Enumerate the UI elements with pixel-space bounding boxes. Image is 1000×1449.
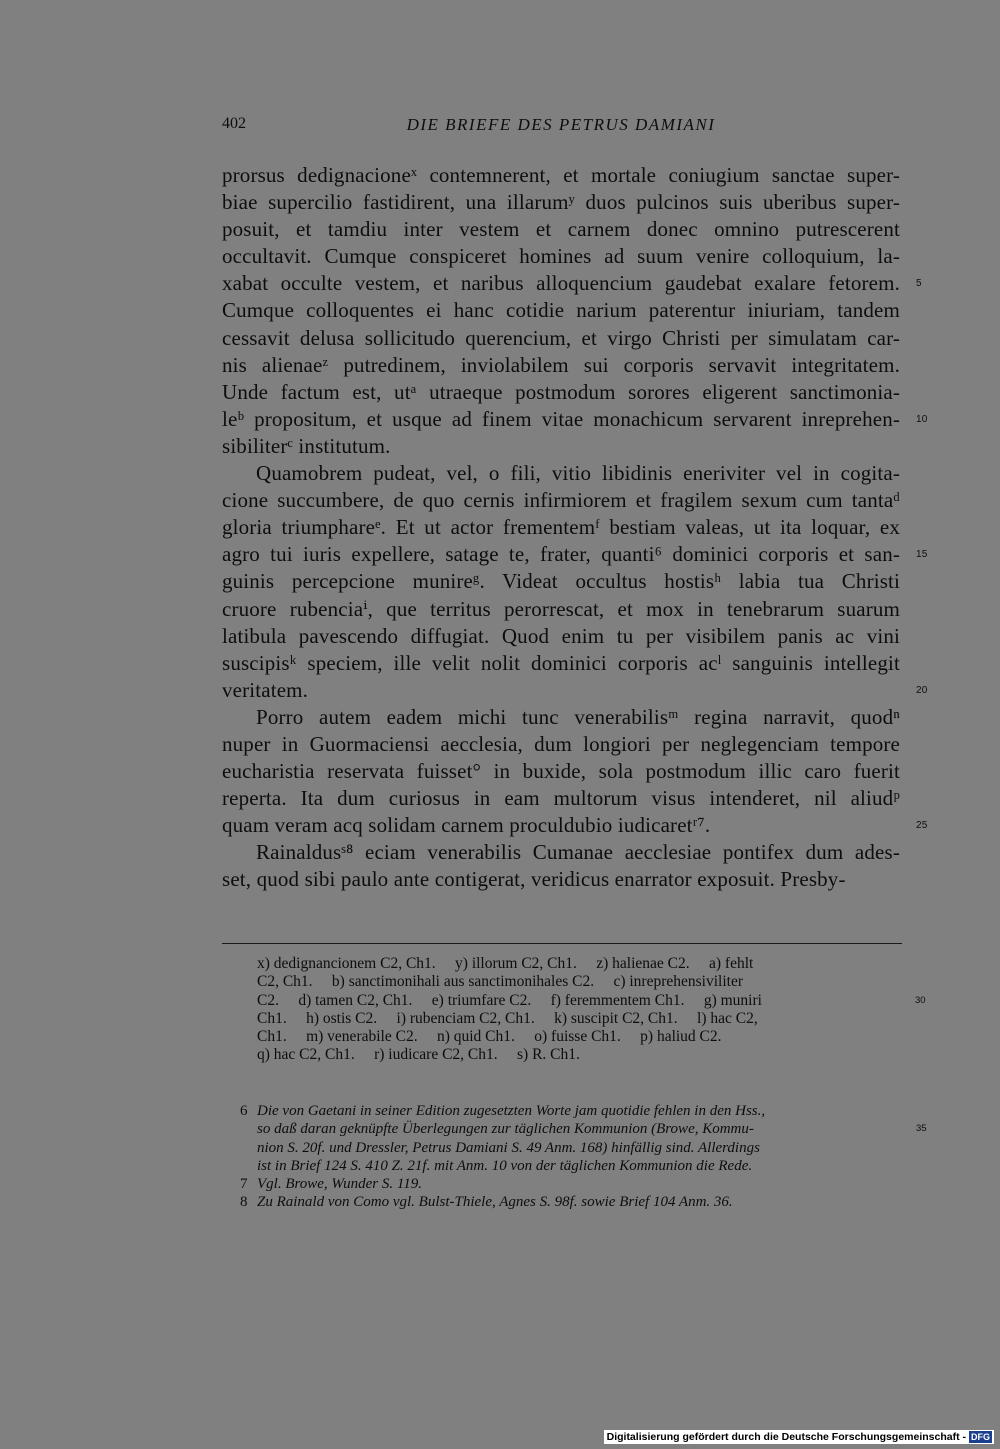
apparatus-line	[257, 1028, 902, 1046]
footnote-number: 7	[240, 1176, 248, 1193]
text-line-content: xabat occulte vestem, et naribus alloquencium gaudebat exalare fetorem.	[222, 271, 900, 296]
text-line-content: cione succumbere, de quo cernis infirmiorem et fragilem sexum cum tantaᵈ	[222, 488, 900, 513]
text-line-content: nis alienaeᶻ putredinem, inviolabilem sui corporis servavit integritatem.	[222, 352, 900, 377]
footnote-text: ist in Brief 124 S. 410 Z. 21f. mit Anm. 10 von der täglichen Kommunion die Rede.	[257, 1157, 753, 1174]
text-line-content: posuit, et tamdiu inter vestem et carnem donec omnino putrescerent	[222, 217, 900, 242]
text-line	[222, 785, 902, 812]
dfg-logo: DFG	[971, 1432, 990, 1442]
text-line-content: suscipisᵏ speciem, ille velit nolit dominici corporis acˡ sanguinis intellegit	[222, 650, 900, 675]
text-line	[222, 812, 928, 839]
text-line	[222, 433, 902, 460]
critical-apparatus	[257, 955, 926, 1065]
text-line-content: Porro autem eadem michi tunc venerabilisᵐ regina narravit, quodⁿ	[256, 704, 900, 729]
line-number: 35	[916, 1123, 927, 1135]
text-line	[222, 162, 902, 189]
text-line-content: Rainaldusˢ⁸ eciam venerabilis Cumanae aecclesiae pontifex dum ades-	[256, 840, 900, 865]
apparatus-line	[257, 955, 902, 973]
text-line	[222, 541, 928, 568]
text-line	[222, 406, 928, 433]
text-line	[222, 704, 902, 731]
text-line	[222, 297, 902, 324]
text-line	[222, 243, 902, 270]
text-line-content: Quamobrem pudeat, vel, o fili, vitio libidinis eneriviter vel in cogita-	[256, 461, 900, 486]
text-line-content: reperta. Ita dum curiosus in eam multorum visus intenderet, nil aliudᵖ	[222, 786, 900, 811]
page-header	[222, 115, 900, 139]
text-line-content: quam veram acq solidam carnem proculdubio iudicaretʳ⁷.	[222, 813, 711, 838]
footnote-text: Zu Rainald von Como vgl. Bulst-Thiele, Agnes S. 98f. sowie Brief 104 Anm. 36.	[257, 1194, 733, 1211]
text-line	[222, 731, 902, 758]
text-line	[222, 839, 902, 866]
footer-text: Digitalisierung gefördert durch die Deutsche Forschungsgemeinschaft -	[606, 1431, 966, 1443]
text-line	[222, 677, 928, 704]
text-line	[222, 189, 902, 216]
text-line-content: Unde factum est, utᵃ utraeque postmodum sorores eligerent sanctimonia-	[222, 379, 900, 404]
text-line	[222, 514, 902, 541]
text-line-content: veritatem.	[222, 677, 309, 702]
text-line-content: cessavit delusa sollicitudo querencium, et virgo Christi per simulatam car-	[222, 325, 900, 350]
apparatus-divider	[222, 943, 902, 944]
apparatus-line	[257, 1046, 902, 1064]
text-line	[222, 325, 902, 352]
footnote-number: 8	[240, 1194, 248, 1211]
footnote-line	[240, 1193, 902, 1211]
main-text	[222, 162, 928, 894]
text-line-content: nuper in Guormaciensi aecclesia, dum longiori per neglegenciam tempore	[222, 731, 900, 756]
apparatus-line-content: C2. d) tamen C2, Ch1. e) triumfare C2. f) feremmentem Ch1. g) muniri	[257, 991, 762, 1009]
line-number: 10	[916, 413, 928, 425]
text-line	[222, 568, 902, 595]
text-line	[222, 379, 902, 406]
footnote-line	[240, 1157, 902, 1175]
apparatus-line	[257, 991, 926, 1010]
text-line-content: occultavit. Cumque conspiceret homines ad suum venire colloquium, la-	[222, 244, 900, 269]
footnotes	[240, 1102, 927, 1212]
text-line	[222, 216, 902, 243]
footnote-line	[240, 1120, 927, 1138]
dfg-footer	[604, 1430, 994, 1444]
text-line-content: cruore rubenciaⁱ, que territus perorrescat, et mox in tenebrarum suarum	[222, 596, 900, 621]
text-line	[222, 623, 902, 650]
text-line-content: latibula pavescendo diffugiat. Quod enim tu per visibilem panis ac vini	[222, 623, 900, 648]
footnote-text: so daß daran geknüpfte Überlegungen zur täglichen Kommunion (Browe, Kommu-	[257, 1121, 754, 1138]
apparatus-line-content: Ch1. h) ostis C2. i) rubenciam C2, Ch1. k) suscipit C2, Ch1. l) hac C2,	[257, 1009, 758, 1027]
text-line-content: sibiliterᶜ institutum.	[222, 433, 391, 458]
line-number: 5	[916, 278, 922, 290]
text-line	[222, 352, 902, 379]
text-line-content: Cumque colloquentes ei hanc cotidie narium paterentur iniuriam, tandem	[222, 298, 900, 323]
line-number: 25	[916, 820, 928, 832]
text-line	[222, 596, 902, 623]
text-line-content: guinis percepcione munireᵍ. Videat occultus hostisʰ labia tua Christi	[222, 569, 900, 594]
line-number: 15	[916, 549, 928, 561]
footnote-line	[240, 1175, 902, 1193]
text-line	[222, 758, 902, 785]
text-line-content: set, quod sibi paulo ante contigerat, veridicus enarrator exposuit. Presby-	[222, 867, 846, 892]
apparatus-line	[257, 973, 902, 991]
footnote-text: nion S. 20f. und Dressler, Petrus Damiani S. 49 Anm. 168) hinfällig sind. Allerdings	[257, 1139, 760, 1156]
apparatus-line-content: q) hac C2, Ch1. r) iudicare C2, Ch1. s) R. Ch1.	[257, 1046, 580, 1064]
text-line-content: agro tui iuris expellere, satage te, frater, quanti⁶ dominici corporis et san-	[222, 542, 900, 567]
line-number: 30	[915, 994, 926, 1006]
text-line	[222, 460, 902, 487]
text-line-content: prorsus dedignacioneˣ contemnerent, et mortale coniugium sanctae super-	[222, 163, 900, 187]
text-line-content: leᵇ propositum, et usque ad finem vitae monachicum servarent inreprehen-	[222, 406, 900, 431]
apparatus-line-content: C2, Ch1. b) sanctimonihali aus sanctimonihales C2. c) inreprehensiviliter	[257, 973, 744, 991]
page-number: 402	[222, 115, 246, 132]
text-line	[222, 650, 902, 677]
text-line-content: eucharistia reservata fuisset° in buxide, sola postmodum illic caro fuerit	[222, 759, 900, 784]
text-line	[222, 866, 902, 893]
text-line-content: gloria triumphareᵉ. Et ut actor frementemᶠ bestiam valeas, ut ita loquar, ex	[222, 515, 900, 540]
apparatus-line-content: x) dedignancionem C2, Ch1. y) illorum C2, Ch1. z) halienae C2. a) fehlt	[257, 955, 754, 972]
footnote-text: Vgl. Browe, Wunder S. 119.	[257, 1176, 422, 1193]
running-title: DIE BRIEFE DES PETRUS DAMIANI	[406, 115, 716, 134]
footnote-line	[240, 1139, 902, 1157]
footnote-text: Die von Gaetani in seiner Edition zugesetzten Worte jam quotidie fehlen in den Hss.,	[257, 1103, 766, 1119]
footnote-number: 6	[240, 1103, 248, 1119]
apparatus-line-content: Ch1. m) venerabile C2. n) quid Ch1. o) fuisse Ch1. p) haliud C2.	[257, 1028, 722, 1046]
line-number: 20	[916, 684, 928, 696]
text-line	[222, 487, 902, 514]
text-line	[222, 270, 922, 297]
apparatus-line	[257, 1010, 902, 1028]
footnote-line	[240, 1102, 902, 1120]
text-line-content: biae supercilio fastidirent, una illarumʸ duos pulcinos suis uberibus super-	[222, 190, 900, 215]
